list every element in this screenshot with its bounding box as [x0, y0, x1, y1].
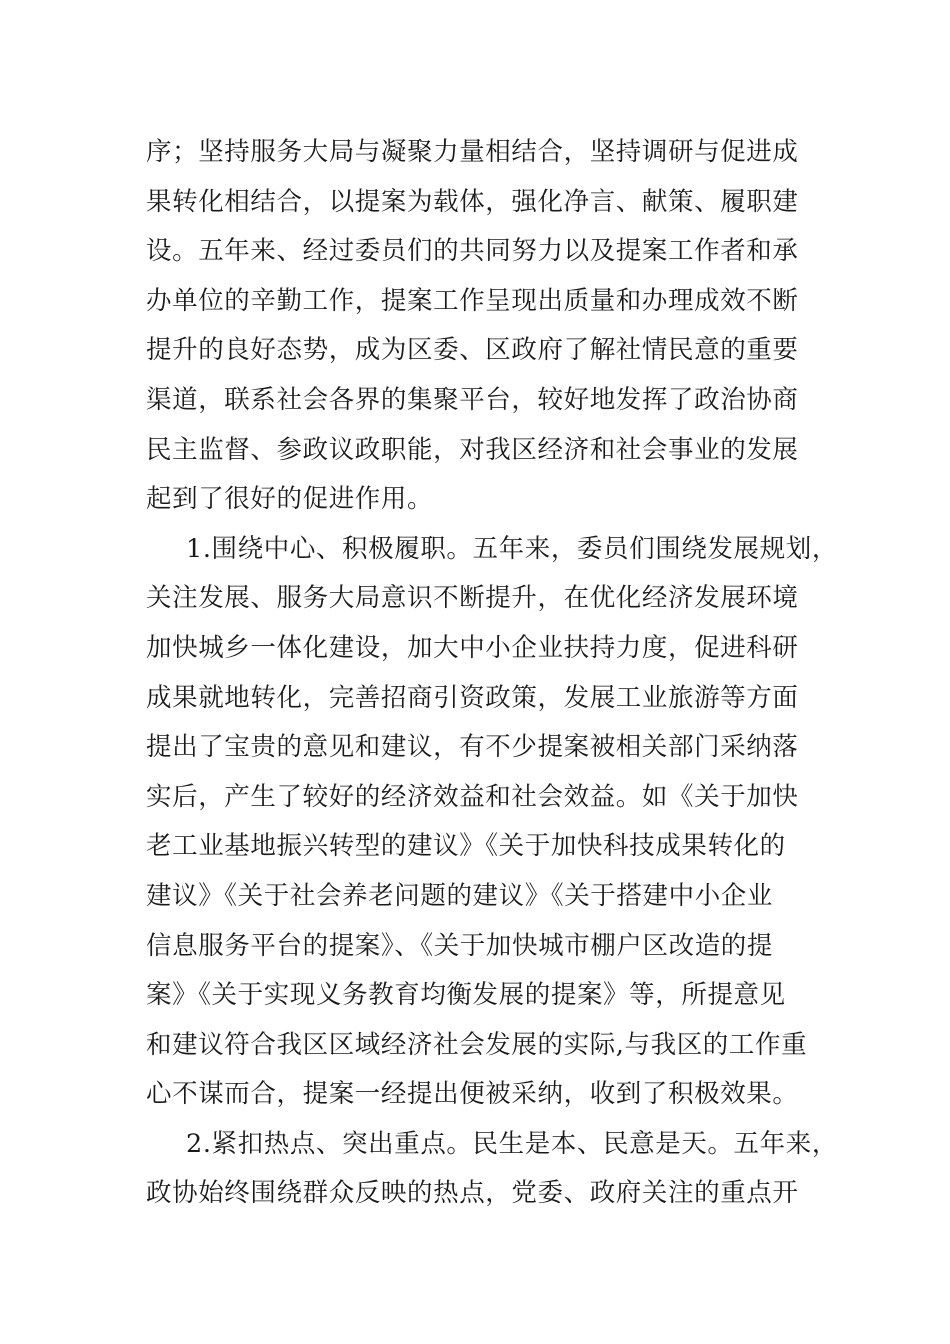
text-line: 提出了宝贵的意见和建议，有不少提案被相关部门采纳落: [146, 732, 799, 763]
text-line: 加快城乡一体化建设，加大中小企业扶持力度，促进科研: [146, 632, 799, 663]
text-line: 心不谋而合，提案一经提出便被采纳，收到了积极效果。: [146, 1079, 799, 1110]
paragraph-heading-2: 2.紧扣热点、突出重点。民生是本、民意是天。五年来，: [186, 1128, 838, 1159]
document-body: [146, 128, 838, 1219]
text-line: 果转化相结合，以提案为载体，强化净言、献策、履职建: [146, 186, 799, 217]
text-line: 民主监督、参政议政职能，对我区经济和社会事业的发展: [146, 434, 799, 465]
text-line: 渠道，联系社会各界的集聚平台，较好地发挥了政治协商: [146, 384, 799, 415]
text-line: 建议》《关于社会养老问题的建议》《关于搭建中小企业: [146, 880, 774, 911]
text-line: 办单位的辛勤工作，提案工作呈现出质量和办理成效不断: [146, 285, 799, 316]
text-line: 政协始终围绕群众反映的热点，党委、政府关注的重点开: [146, 1178, 799, 1209]
text-line: 老工业基地振兴转型的建议》《关于加快科技成果转化的: [146, 831, 786, 862]
text-line: 和建议符合我区区域经济社会发展的实际,与我区的工作重: [146, 1029, 808, 1060]
text-line: 起到了很好的促进作用。: [146, 484, 434, 515]
text-line: 关注发展、服务大局意识不断提升，在优化经济发展环境: [146, 583, 799, 614]
text-line: 实后，产生了较好的经济效益和社会效益。如《关于加快: [146, 781, 799, 812]
text-line: 提升的良好态势，成为区委、区政府了解社情民意的重要: [146, 335, 799, 366]
text-line: 案》《关于实现义务教育均衡发展的提案》等，所提意见: [146, 980, 786, 1011]
text-line: 序；坚持服务大局与凝聚力量相结合，坚持调研与促进成: [146, 137, 799, 167]
text-line: 信息服务平台的提案》、《关于加快城市棚户区改造的提: [146, 930, 774, 961]
text-line: 设。五年来、经过委员们的共同努力以及提案工作者和承: [146, 236, 799, 267]
paragraph-heading-1: 1.围绕中心、积极履职。五年来，委员们围绕发展规划，: [186, 533, 838, 564]
text-line: 成果就地转化，完善招商引资政策，发展工业旅游等方面: [146, 682, 799, 713]
